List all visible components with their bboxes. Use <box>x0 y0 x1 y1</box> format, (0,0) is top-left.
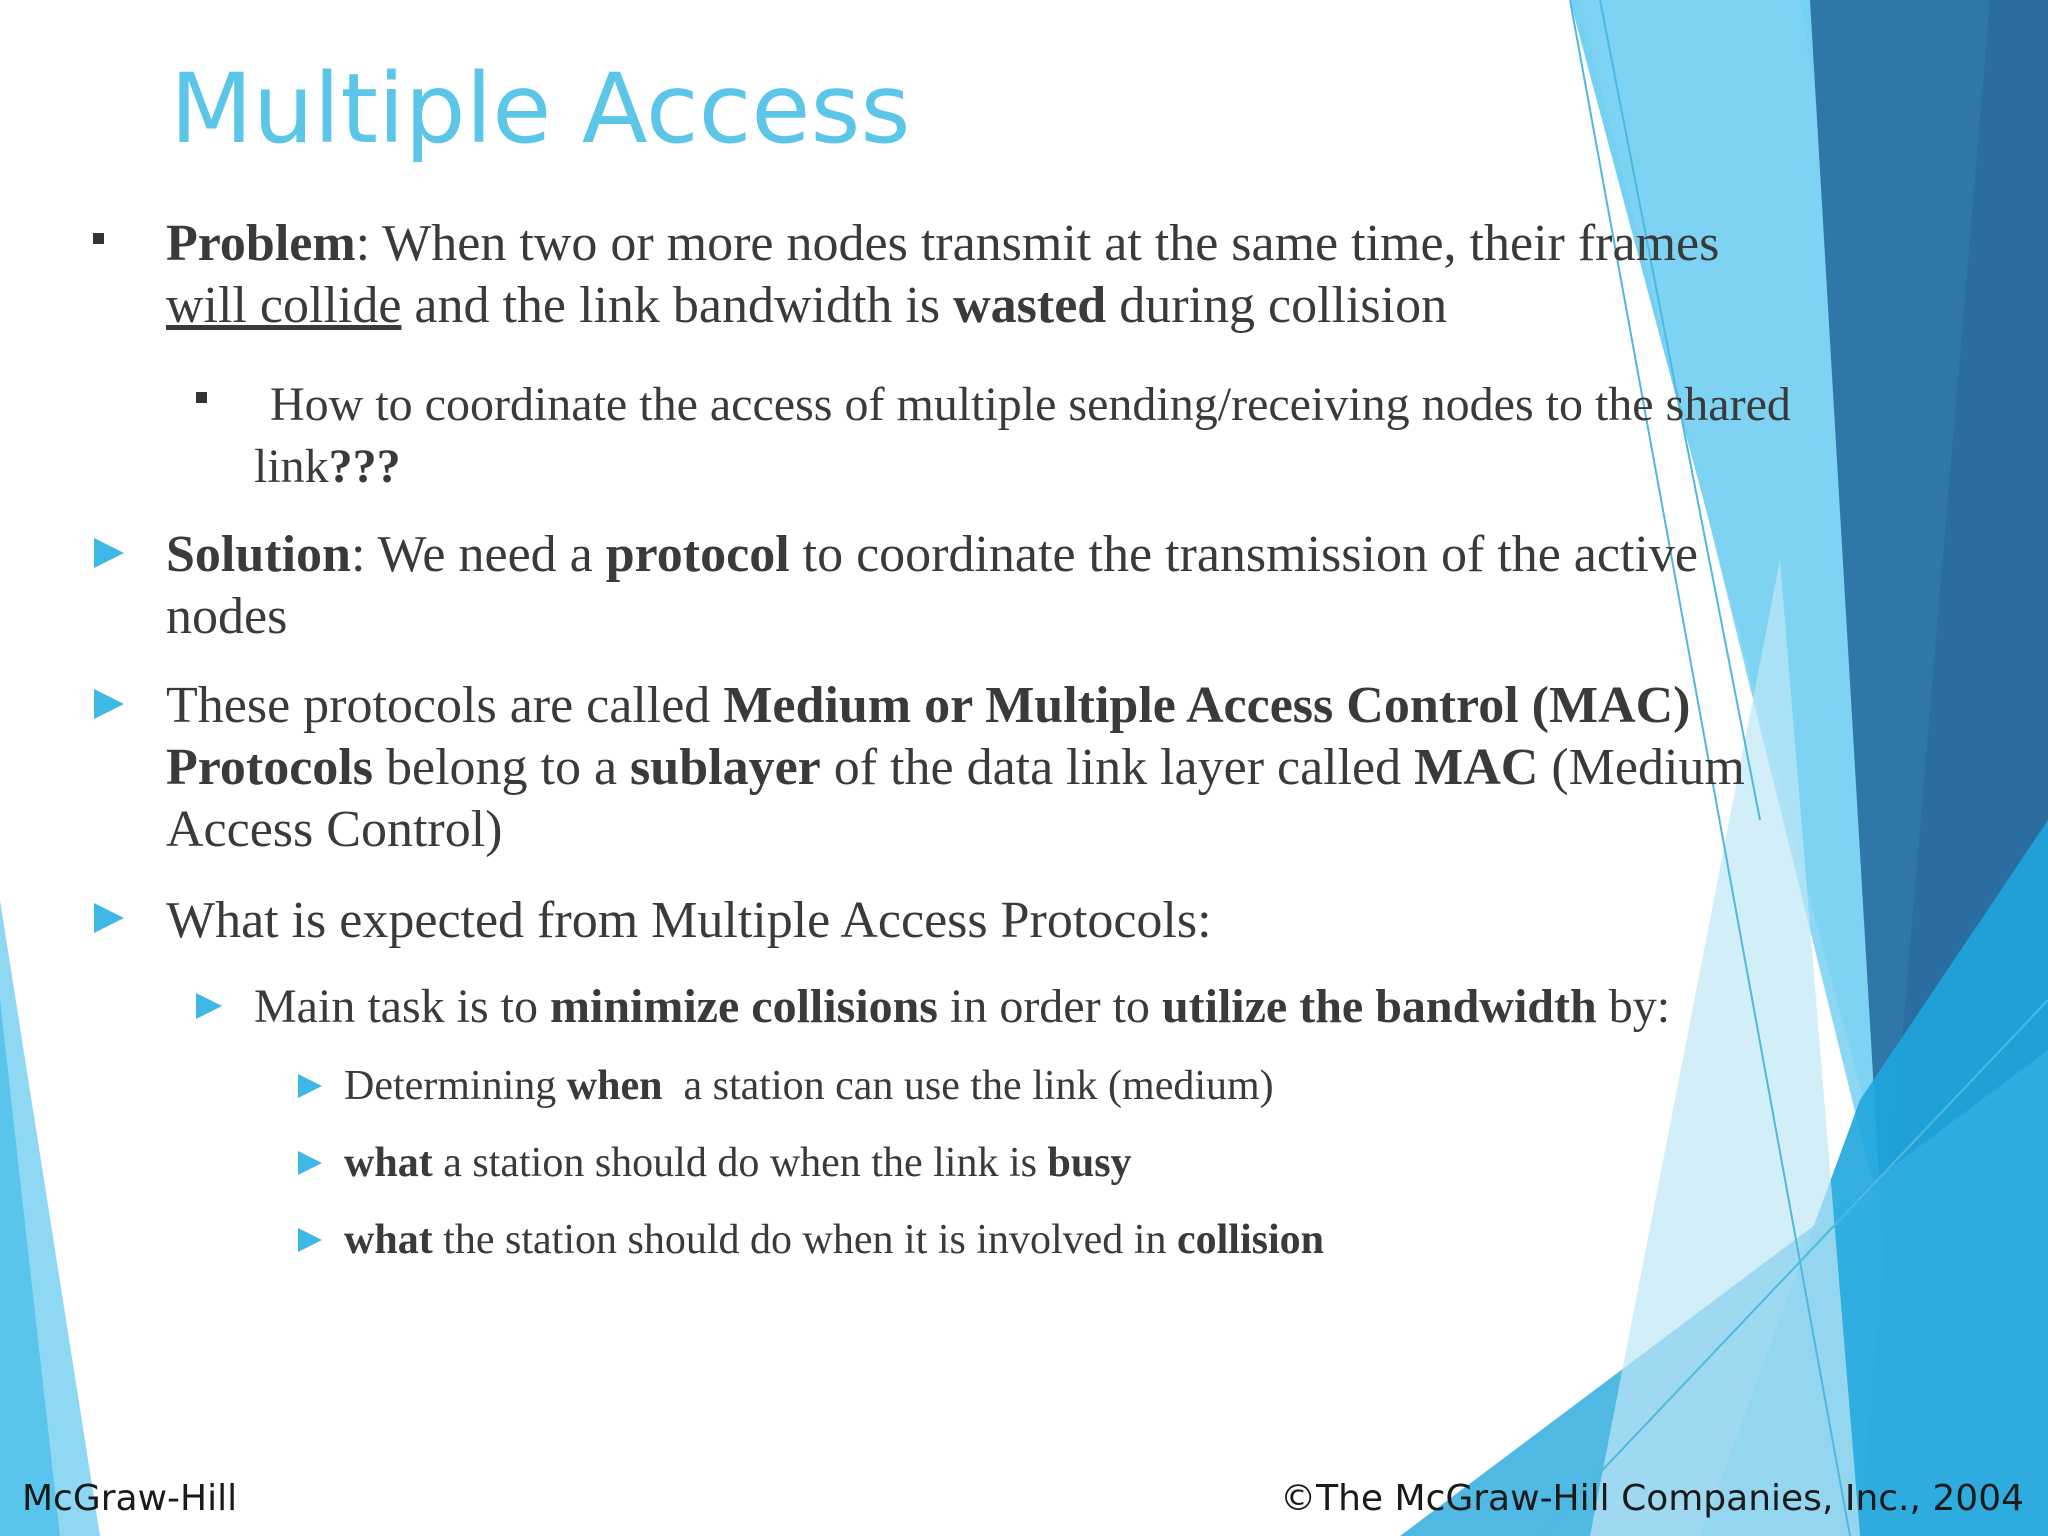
triangle-bullet-icon <box>196 993 222 1019</box>
footer-publisher: McGraw-Hill <box>22 1478 238 1519</box>
bullet-sub-collision: what the station should do when it is involved in collision <box>344 1217 1325 1263</box>
triangle-bullet-icon <box>298 1151 322 1175</box>
bullet-sub-when: Determining when a station can use the link (medium) <box>344 1063 1274 1109</box>
bullet-question: How to coordinate the access of multiple sending/receiving nodes to the shared link??? <box>254 378 1791 493</box>
triangle-bullet-icon <box>298 1074 322 1098</box>
square-bullet-icon <box>93 233 104 244</box>
slide-title: Multiple Access <box>170 53 911 165</box>
triangle-bullet-icon <box>94 689 124 719</box>
footer-copyright: ©The McGraw-Hill Companies, Inc., 2004 <box>1280 1478 2024 1519</box>
bullet-mac-protocols: These protocols are called Medium or Multiple Access Control (MAC) Protocols belong to a sublayer of the data link layer called MAC (Medium Access Control) <box>166 677 1745 858</box>
bullet-expected: What is expected from Multiple Access Protocols: <box>166 892 1212 949</box>
triangle-bullet-icon <box>94 903 124 933</box>
triangle-bullet-icon <box>298 1228 322 1252</box>
square-bullet-icon <box>196 392 207 403</box>
bullet-main-task: Main task is to minimize collisions in order to utilize the bandwidth by: <box>254 980 1671 1033</box>
bullet-solution: Solution: We need a protocol to coordinate the transmission of the active nodes <box>166 526 1698 645</box>
bullet-problem: Problem: When two or more nodes transmit at the same time, their frames will collide and the link bandwidth is wasted during collision <box>166 215 1720 334</box>
triangle-bullet-icon <box>94 538 124 568</box>
bullet-sub-busy: what a station should do when the link is busy <box>344 1140 1132 1186</box>
